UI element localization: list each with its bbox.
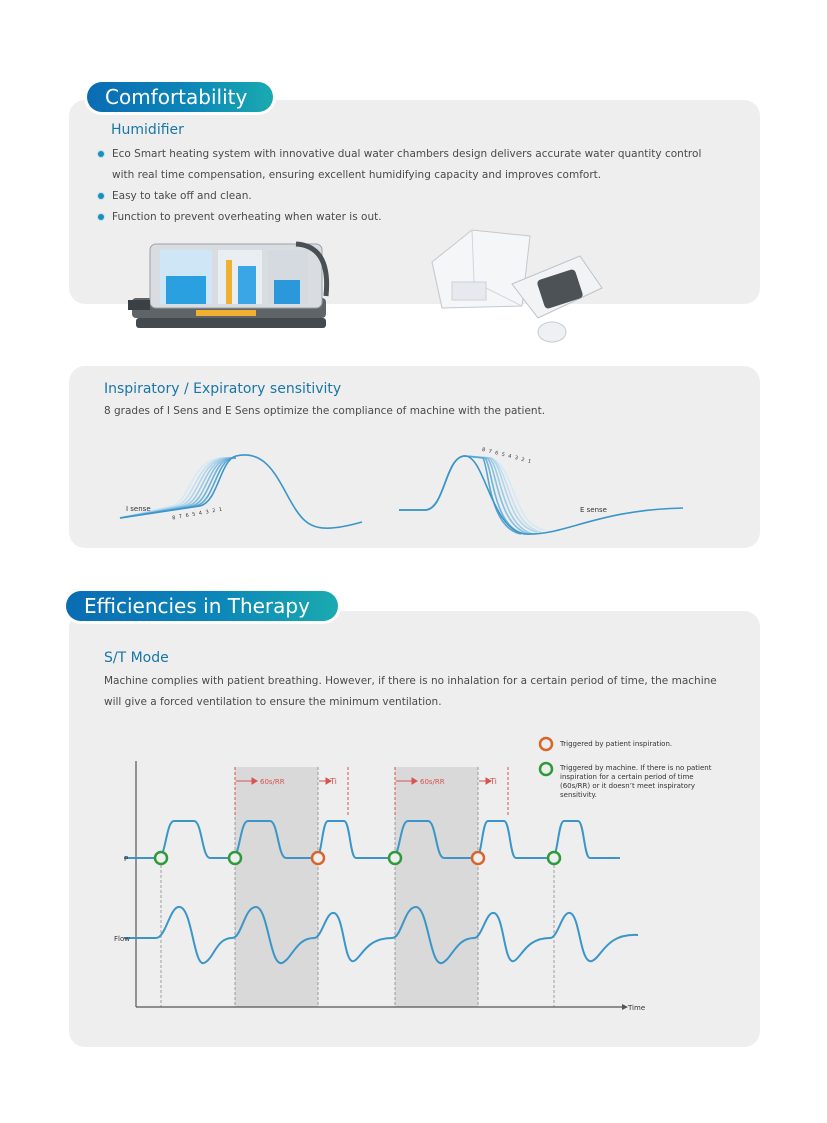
legend-machine-text-1: Triggered by machine. If there is no patient bbox=[560, 764, 712, 772]
machine-trigger-marker bbox=[389, 852, 401, 864]
patient-trigger-marker bbox=[472, 852, 484, 864]
st-mode-description-line1: Machine complies with patient breathing. However, if there is no inhalation for a certain period of time, the machine bbox=[104, 675, 717, 687]
machine-trigger-marker bbox=[548, 852, 560, 864]
interval-label-2: 60s/RR bbox=[420, 778, 445, 786]
e-sense-grades: 8 7 6 5 4 3 2 1 bbox=[481, 446, 533, 466]
legend-machine-text-2: inspiration for a certain period of time bbox=[560, 773, 694, 781]
bullet-text: Eco Smart heating system with innovative dual water chambers design delivers accurate water quantity control bbox=[112, 148, 702, 160]
i-sense-curves bbox=[120, 455, 362, 528]
e-sense-label: E sense bbox=[580, 506, 607, 514]
ti-label-1: Ti bbox=[330, 777, 337, 786]
ti-label-2: Ti bbox=[490, 777, 497, 786]
interval-shade-1 bbox=[235, 767, 318, 1007]
legend-patient-marker bbox=[538, 736, 554, 752]
st-mode-diagram bbox=[100, 755, 660, 1015]
i-sense-label: I sense bbox=[126, 505, 151, 513]
legend-patient-text: Triggered by patient inspiration. bbox=[560, 740, 673, 748]
interval-label-1: 60s/RR bbox=[260, 778, 285, 786]
i-sense-graph bbox=[110, 446, 370, 538]
therapy-section-title: Efficiencies in Therapy bbox=[66, 591, 338, 621]
machine-trigger-marker bbox=[155, 852, 167, 864]
comfort-section-title: Comfortability bbox=[87, 82, 273, 112]
pressure-axis-label: P bbox=[124, 855, 129, 863]
humidifier-bullet-1 bbox=[98, 144, 701, 165]
sensitivity-heading: Inspiratory / Expiratory sensitivity bbox=[104, 381, 342, 397]
patient-trigger-marker bbox=[312, 852, 324, 864]
humidifier-bullet-2 bbox=[98, 186, 252, 207]
humidifier-bullet-1-cont bbox=[112, 165, 601, 186]
bullet-icon bbox=[98, 214, 104, 220]
time-axis-label: Time bbox=[628, 1004, 646, 1012]
e-sense-curves bbox=[399, 456, 683, 534]
humidifier-bullet-3 bbox=[98, 207, 382, 228]
flow-curve bbox=[124, 907, 638, 963]
st-mode-description-line2: will give a forced ventilation to ensure the minimum ventilation. bbox=[104, 696, 442, 708]
st-mode-heading: S/T Mode bbox=[104, 650, 169, 666]
water-chamber-illustration bbox=[412, 222, 612, 346]
flow-axis-label: Flow bbox=[114, 935, 130, 943]
humidifier-device-illustration bbox=[126, 236, 336, 334]
legend-machine-text-3: (60s/RR) or it doesn’t meet inspiratory bbox=[560, 782, 695, 790]
interval-shade-2 bbox=[395, 767, 478, 1007]
bullet-text: Easy to take off and clean. bbox=[112, 190, 252, 202]
bullet-text: Function to prevent overheating when water is out. bbox=[112, 211, 382, 223]
humidifier-heading: Humidifier bbox=[111, 122, 184, 138]
trigger-lines bbox=[161, 767, 554, 1007]
i-sense-grades: 8 7 6 5 4 3 2 1 bbox=[171, 506, 224, 522]
bullet-text: with real time compensation, ensuring excellent humidifying capacity and improves comfort. bbox=[112, 169, 602, 181]
machine-trigger-marker bbox=[229, 852, 241, 864]
bullet-icon bbox=[98, 193, 104, 199]
e-sense-graph bbox=[395, 446, 685, 538]
sensitivity-description: 8 grades of I Sens and E Sens optimize the compliance of machine with the patient. bbox=[104, 405, 546, 417]
legend-machine-text-4: sensitivity. bbox=[560, 791, 597, 799]
bullet-icon bbox=[98, 151, 104, 157]
pressure-curve bbox=[124, 821, 620, 858]
